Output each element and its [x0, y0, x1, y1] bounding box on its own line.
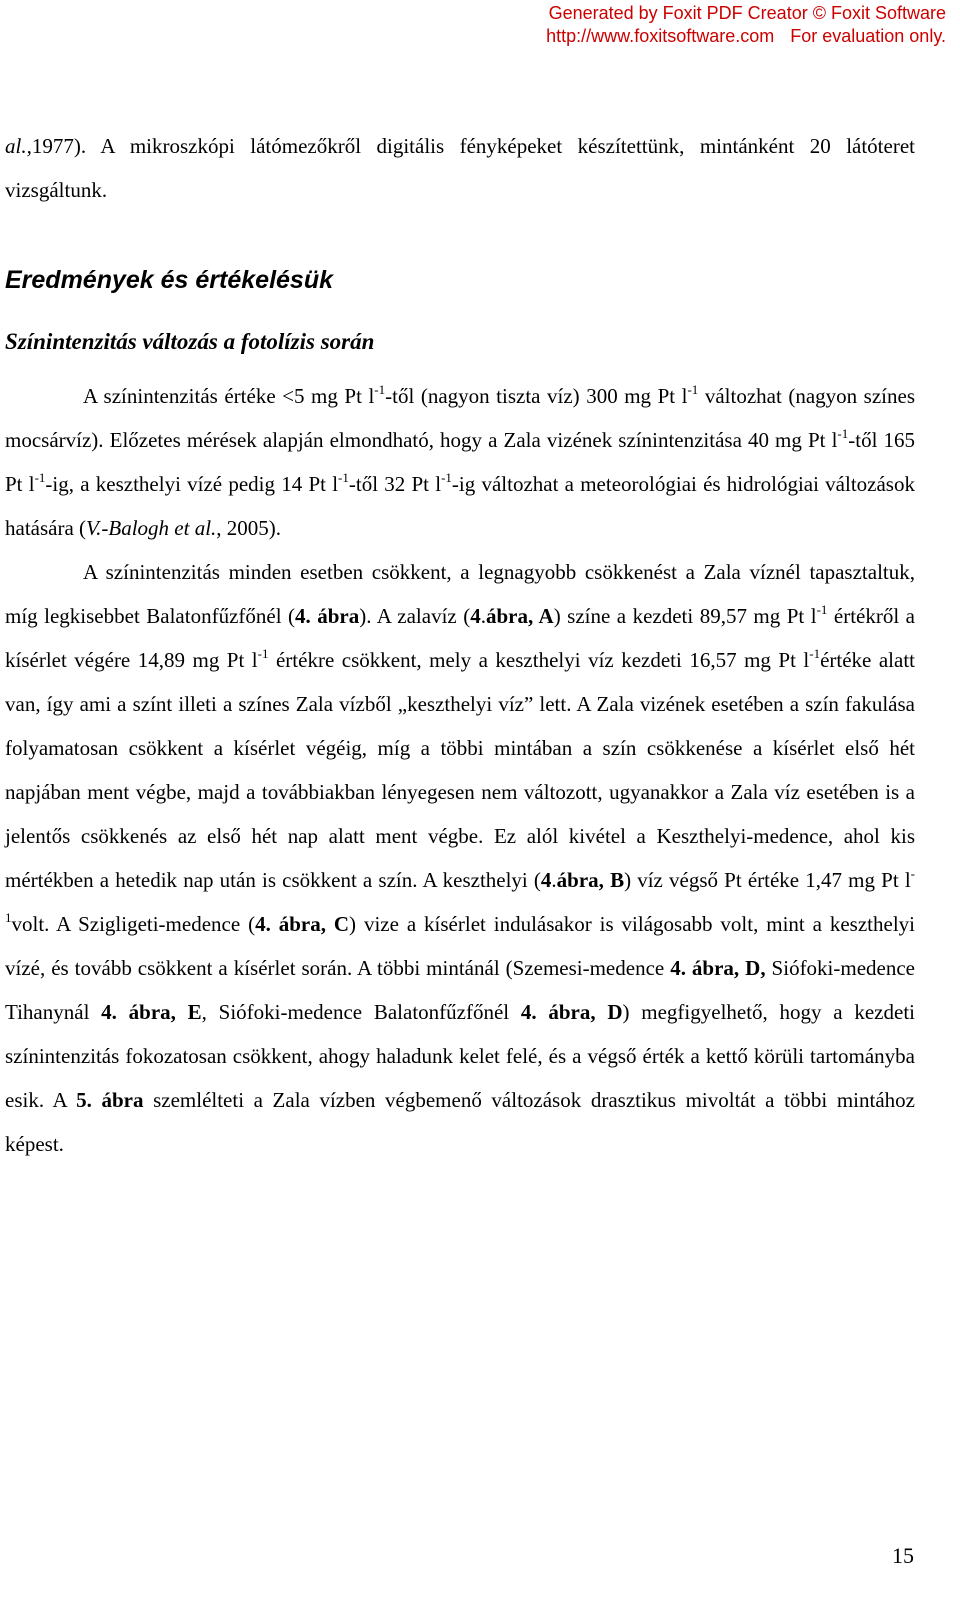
text-run: , 2005). — [216, 516, 282, 540]
watermark-note: For evaluation only. — [790, 26, 946, 46]
text-run: változhat (nagyon színes mocsárvíz). Előzetes mérések alapján elmondható, hogy a Zala vizének színintenzitása 40 mg Pt l — [5, 384, 915, 452]
text-run: , Siófoki-medence Balatonfűzfőnél — [201, 1000, 521, 1024]
subsection-heading: Színintenzitás változás a fotolízis során — [5, 329, 375, 354]
unit-exponent: -1 — [687, 382, 699, 397]
intro-text: 1977). A mikroszkópi látómezőkről digitális fényképeket készítettünk, mintánként 20 látóteret vizsgáltunk. — [5, 134, 915, 202]
text-run: -től 165 Pt l — [5, 428, 915, 496]
watermark-line-1: Generated by Foxit PDF Creator © Foxit Software — [548, 3, 946, 23]
text-run: volt. A Szigligeti-medence ( — [11, 912, 256, 936]
unit-exponent: -1 — [34, 470, 46, 485]
watermark-line-2 — [546, 25, 946, 48]
figure-reference: 4. ábra, C — [255, 912, 350, 936]
text-run: -ig változhat a meteorológiai és hidrológiai változások hatására ( — [5, 472, 915, 540]
figure-reference: 4 — [470, 604, 481, 628]
citation-al: al., — [5, 134, 32, 158]
citation-balogh: V.-Balogh et al. — [86, 516, 217, 540]
figure-reference: 4. ábra, E — [101, 1000, 202, 1024]
text-run: ). A zalavíz ( — [359, 604, 471, 628]
unit-exponent: -1 — [837, 426, 849, 441]
unit-exponent: -1 — [338, 470, 349, 485]
figure-reference: ábra, A — [485, 604, 554, 628]
text-run: . — [551, 868, 557, 892]
text-run: -től 32 Pt l — [348, 472, 442, 496]
page-number: 15 — [892, 1543, 914, 1568]
intro-paragraph — [5, 124, 915, 212]
text-run: ) színe a kezdeti 89,57 mg Pt l — [553, 604, 817, 628]
text-run: A színintenzitás értéke <5 mg Pt l — [83, 384, 375, 408]
main-text — [5, 374, 915, 1166]
figure-reference: 4. ábra, D, — [670, 956, 766, 980]
foxit-watermark — [546, 2, 946, 48]
text-run: ) megfigyelhető, hogy a kezdeti színintenzitás fokozatosan csökkent, ahogy haladunk kelet felé, és a végső érték a kettő körüli tartományba esik. A — [5, 1000, 915, 1112]
watermark-url-link[interactable]: http://www.foxitsoftware.com — [546, 26, 775, 46]
text-run: -től (nagyon tiszta víz) 300 mg Pt l — [385, 384, 688, 408]
unit-exponent: -1 — [257, 646, 269, 661]
text-run: A színintenzitás minden esetben csökkent, a legnagyobb csökkenést a Zala víznél tapasztaltuk, míg legkisebbet Balatonfűzfőnél ( — [5, 560, 915, 628]
unit-exponent: -1 — [809, 646, 821, 661]
unit-exponent: -1 — [816, 602, 828, 617]
text-run: . — [480, 604, 486, 628]
figure-reference: 5. ábra — [76, 1088, 144, 1112]
text-run: szemlélteti a Zala vízben végbemenő változások drasztikus mivoltát a többi mintához képest. — [5, 1088, 915, 1156]
figure-reference: ábra, B — [556, 868, 625, 892]
text-run: ) víz végső Pt értéke 1,47 mg Pt l — [624, 868, 911, 892]
text-run: értéke alatt van, így ami a színt illeti a színes Zala vízből „keszthelyi víz” lett. A Zala vizének esetében a szín fakulása folyamatosan csökkent a kísérlet végéig, míg a többi mintában a szín csökkenése a kísérlet első hét napjában ment végbe, majd a továbbiakban lényegesen nem változott, ugyanakkor a Zala víz esetében is a jelentős csökkenés az első hét nap alatt ment végbe. Ez alól kivétel a Keszthelyi-medence, ahol kis mértékben a hetedik nap után is csökkent a szín. A keszthelyi ( — [5, 648, 916, 892]
figure-reference: 4 — [540, 868, 552, 892]
figure-reference: 4. ábra — [295, 604, 360, 628]
text-run: -ig, a keszthelyi vízé pedig 14 Pt l — [45, 472, 339, 496]
unit-exponent: -1 — [441, 470, 452, 485]
paragraph-results — [5, 550, 915, 1166]
text-run: értékről a kísérlet végére 14,89 mg Pt l — [5, 604, 915, 672]
text-run: Siófoki-medence Tihanynál — [5, 956, 916, 1024]
text-run: ) vize a kísérlet indulásakor is világosabb volt, mint a keszthelyi vízé, és tovább csökkent a kísérlet során. A többi mintánál (Szemesi-medence — [5, 912, 915, 980]
unit-exponent: -1 — [5, 866, 915, 925]
figure-reference: 4. ábra, D — [520, 1000, 623, 1024]
section-heading: Eredmények és értékelésük — [5, 266, 333, 294]
paragraph-color-intensity-range — [5, 374, 915, 550]
unit-exponent: -1 — [374, 382, 386, 397]
text-run: értékre csökkent, mely a keszthelyi víz kezdeti 16,57 mg Pt l — [268, 648, 810, 672]
